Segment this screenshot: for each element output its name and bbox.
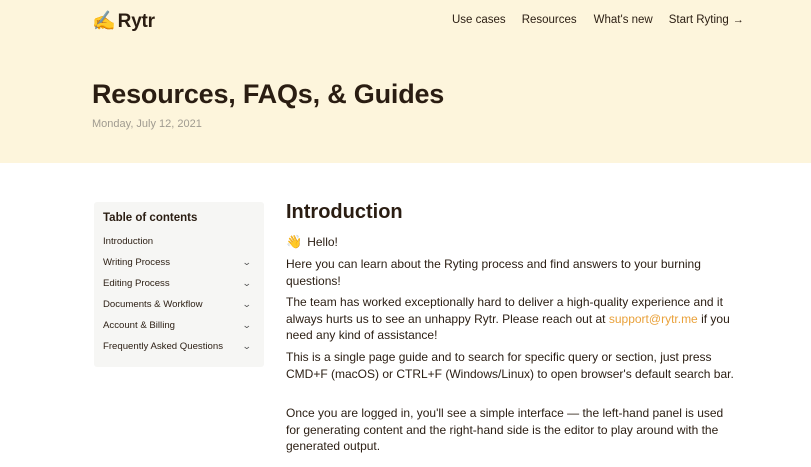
logo-text: Rytr bbox=[117, 11, 155, 32]
start-ryting-label: Start Ryting bbox=[668, 14, 729, 26]
top-nav bbox=[452, 14, 744, 26]
hello-text: Hello! bbox=[307, 235, 338, 249]
chevron-down-icon[interactable]: ⌄ bbox=[242, 256, 253, 267]
chevron-down-icon[interactable]: ⌄ bbox=[242, 319, 253, 330]
toc-item-documents-workflow[interactable] bbox=[103, 296, 253, 312]
paragraph-text: The team has worked exceptionally hard to deliver a high-quality experience and it always hurts us to see an unhappy Rytr. Please reach out at bbox=[286, 295, 723, 326]
nav-resources[interactable]: Resources bbox=[521, 14, 577, 26]
toc-item-editing-process[interactable] bbox=[103, 275, 253, 291]
intro-paragraph-1: Here you can learn about the Ryting process and find answers to your burning questions! bbox=[286, 257, 701, 288]
support-email-link[interactable]: support@rytr.me bbox=[608, 311, 698, 326]
table-of-contents bbox=[94, 202, 264, 367]
toc-item-label: Writing Process bbox=[103, 256, 170, 268]
toc-item-label: Account & Billing bbox=[103, 319, 175, 331]
hello-line bbox=[286, 234, 738, 251]
nav-whats-new[interactable]: What's new bbox=[593, 14, 653, 26]
toc-item-label: Editing Process bbox=[103, 277, 170, 289]
writing-hand-icon: ✍️ bbox=[92, 11, 116, 32]
waving-hand-icon: 👋 bbox=[286, 234, 303, 249]
chevron-down-icon[interactable]: ⌄ bbox=[242, 340, 253, 351]
main-content bbox=[286, 200, 738, 453]
page-title: Resources, FAQs, & Guides bbox=[92, 79, 445, 109]
toc-title: Table of contents bbox=[103, 212, 198, 224]
toc-item-writing-process[interactable] bbox=[103, 254, 253, 270]
nav-use-cases[interactable]: Use cases bbox=[452, 14, 506, 26]
toc-item-introduction[interactable] bbox=[103, 233, 253, 249]
nav-start-ryting[interactable] bbox=[669, 14, 744, 26]
page-date: Monday, July 12, 2021 bbox=[92, 118, 202, 130]
arrow-right-icon: → bbox=[732, 14, 744, 26]
toc-item-label: Frequently Asked Questions bbox=[103, 340, 223, 352]
chevron-down-icon[interactable]: ⌄ bbox=[242, 298, 253, 309]
intro-paragraph-3: This is a single page guide and to search for specific query or section, just press CMD+F (macOS) or CTRL+F (Windows/Linux) to open browser's default search bar. bbox=[286, 350, 734, 381]
toc-item-label: Introduction bbox=[103, 235, 154, 247]
intro-paragraph-2 bbox=[286, 294, 738, 344]
toc-item-faq[interactable] bbox=[103, 338, 253, 354]
logo[interactable] bbox=[92, 10, 155, 34]
toc-item-label: Documents & Workflow bbox=[103, 298, 203, 310]
hero-banner bbox=[0, 0, 811, 163]
toc-item-account-billing[interactable] bbox=[103, 317, 253, 333]
paragraph-text: if you need any kind of assistance! bbox=[286, 311, 730, 342]
section-heading: Introduction bbox=[286, 201, 403, 223]
intro-paragraph-4: Once you are logged in, you'll see a simple interface — the left-hand panel is used for generating content and the right-hand side is the editor to play around with the generated output. bbox=[286, 406, 724, 453]
chevron-down-icon[interactable]: ⌄ bbox=[242, 277, 253, 288]
